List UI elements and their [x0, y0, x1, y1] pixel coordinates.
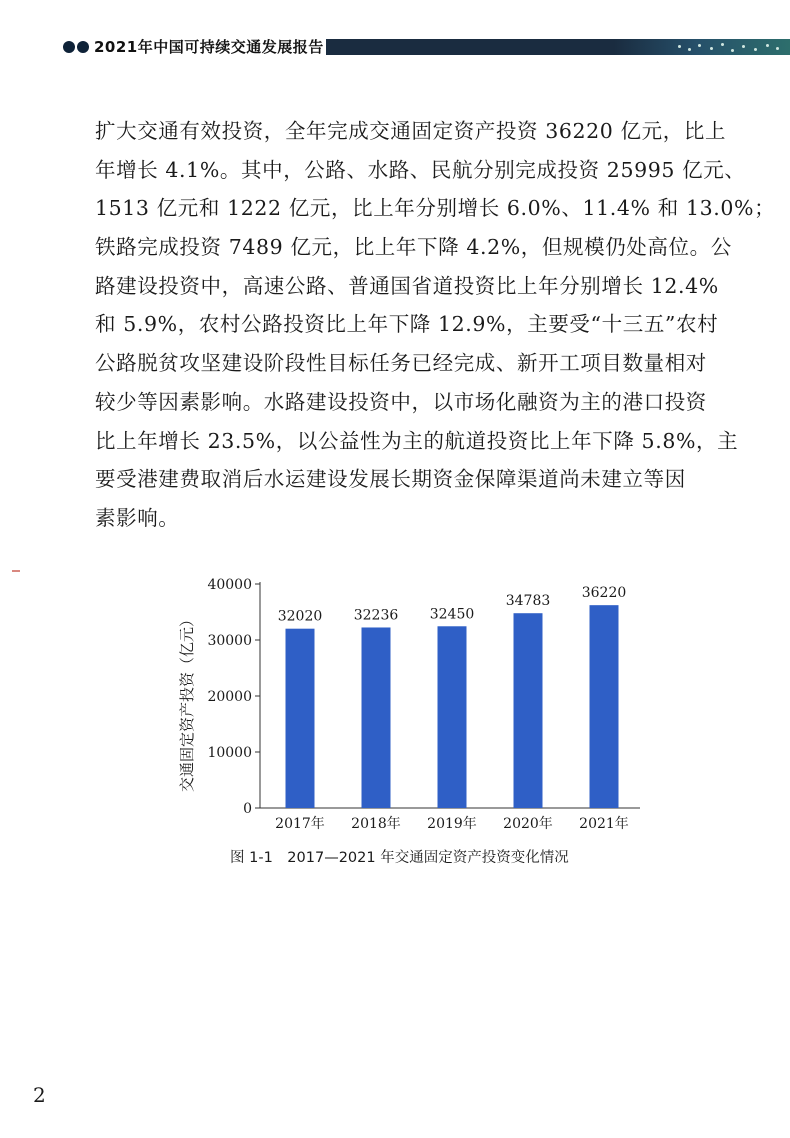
- x-tick-label: 2019年: [427, 816, 477, 832]
- paragraph-line: 1513 亿元和 1222 亿元，比上年分别增长 6.0%、11.4% 和 13.0%；: [95, 196, 776, 221]
- paragraph-line: 铁路完成投资 7489 亿元，比上年下降 4.2%，但规模仍处高位。公: [95, 235, 732, 260]
- y-tick-label: 30000: [207, 633, 252, 649]
- paragraph-line: 较少等因素影响。水路建设投资中，以市场化融资为主的港口投资: [95, 389, 707, 414]
- bar: [362, 627, 391, 808]
- data-label: 34783: [505, 593, 551, 610]
- running-header: [0, 34, 790, 60]
- y-axis-label: 交通固定资产投资（亿元）: [178, 611, 196, 793]
- header-decorative-bar: [326, 39, 790, 55]
- paragraph-line: 比上年增长 23.5%，以公益性为主的航道投资比上年下降 5.8%，主: [95, 428, 739, 453]
- paragraph-line: 公路脱贫攻坚建设阶段性目标任务已经完成、新开工项目数量相对: [95, 351, 707, 376]
- chart-svg: [170, 570, 660, 840]
- y-tick-label: 40000: [207, 577, 252, 593]
- data-label: 32236: [353, 607, 399, 624]
- paragraph-line: 要受港建费取消后水运建设发展长期资金保障渠道尚未建立等因: [95, 467, 686, 492]
- paragraph-line: 扩大交通有效投资，全年完成交通固定资产投资 36220 亿元，比上: [95, 119, 727, 143]
- data-label: 32020: [277, 608, 323, 625]
- data-label: 32450: [429, 606, 475, 623]
- paragraph-line: 和 5.9%，农村公路投资比上年下降 12.9%，主要受“十三五”农村: [95, 312, 719, 337]
- body-paragraph: [95, 112, 776, 538]
- x-tick-label: 2018年: [351, 816, 401, 832]
- y-tick-label: 10000: [207, 745, 252, 761]
- header-dot-icon: [63, 41, 75, 53]
- bar: [590, 605, 619, 808]
- paragraph-line: 路建设投资中，高速公路、普通国省道投资比上年分别增长 12.4%: [95, 273, 719, 298]
- figure-caption: 图 1-1 2017—2021 年交通固定资产投资变化情况: [230, 850, 569, 866]
- running-header-title: 2021年中国可持续交通发展报告: [94, 38, 324, 56]
- paragraph-line: 素影响。: [95, 505, 180, 530]
- x-tick-label: 2017年: [275, 816, 325, 832]
- investment-bar-chart: [170, 570, 660, 840]
- y-tick-label: 0: [243, 801, 252, 817]
- x-tick-label: 2021年: [579, 816, 629, 832]
- data-label: 36220: [581, 585, 627, 602]
- bar: [286, 629, 315, 808]
- bar: [438, 626, 467, 808]
- y-tick-label: 20000: [207, 689, 252, 705]
- margin-mark: [12, 570, 20, 572]
- bar: [514, 613, 543, 808]
- paragraph-line: 年增长 4.1%。其中，公路、水路、民航分别完成投资 25995 亿元、: [95, 157, 746, 182]
- page-number: 2: [33, 1083, 46, 1107]
- header-dot-icon: [77, 41, 89, 53]
- x-tick-label: 2020年: [503, 816, 553, 832]
